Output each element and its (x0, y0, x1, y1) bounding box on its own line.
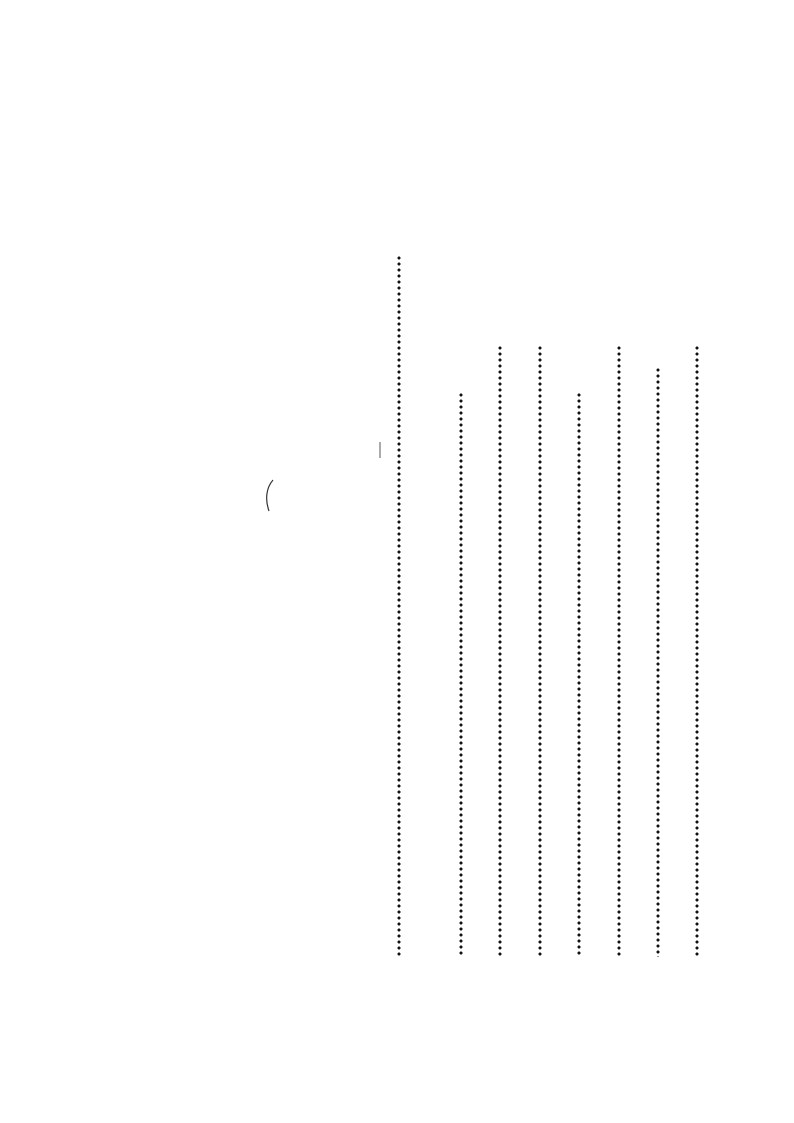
dot-leader (538, 345, 542, 957)
scan-mark (377, 440, 383, 460)
dot-leader (617, 345, 621, 957)
dot-leader (397, 255, 401, 957)
dot-leader (695, 345, 699, 957)
dot-leader (498, 345, 502, 957)
scan-mark (262, 478, 276, 514)
dot-leader (656, 367, 660, 957)
dot-leader (577, 392, 581, 957)
dot-leader (459, 392, 463, 957)
